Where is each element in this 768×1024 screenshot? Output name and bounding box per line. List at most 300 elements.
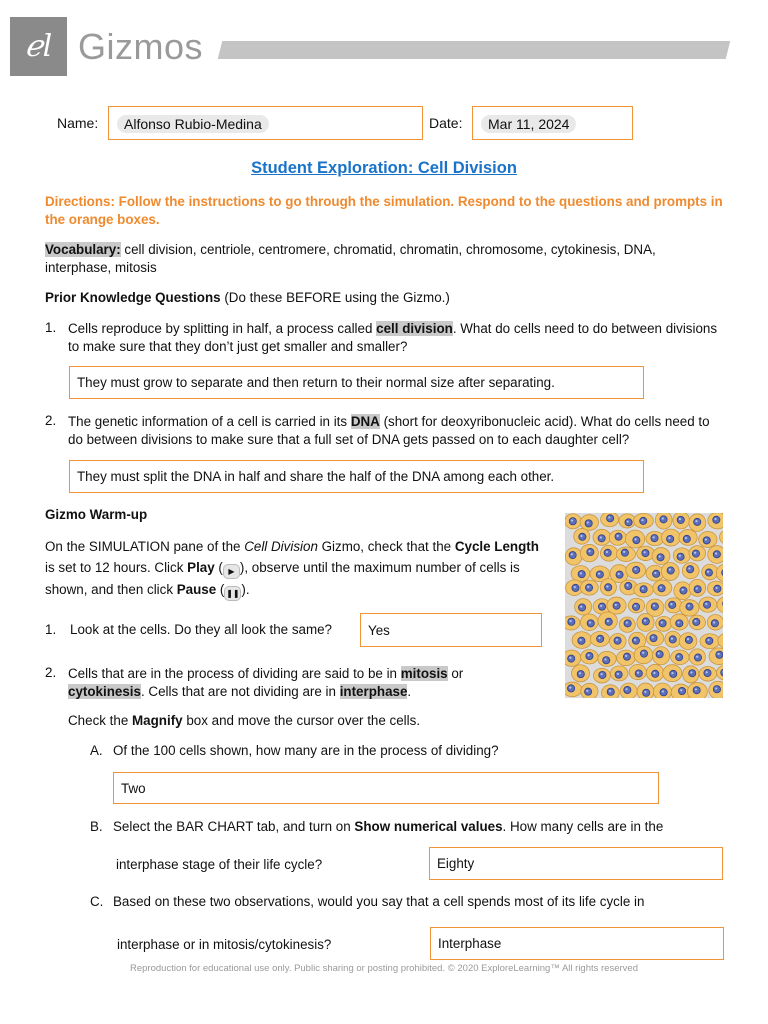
page-title: Student Exploration: Cell Division bbox=[251, 159, 517, 177]
vocabulary-terms: cell division, centriole, centromere, chromatid, chromatin, chromosome, cytokinesis, DNA, interphase, mitosis bbox=[45, 242, 656, 275]
cell-shape bbox=[656, 616, 672, 631]
cell-nucleus bbox=[605, 618, 612, 625]
cell-nucleus bbox=[568, 618, 575, 625]
cell-shape bbox=[600, 579, 616, 596]
cell-shape bbox=[680, 600, 699, 616]
answer-box-prior-1[interactable]: They must grow to separate and then return to their normal size after separating. bbox=[69, 366, 644, 399]
cell-nucleus bbox=[624, 620, 631, 627]
nucleus-highlight bbox=[707, 571, 709, 573]
cell-shape bbox=[652, 548, 670, 565]
cell-shape bbox=[565, 616, 580, 630]
date-value: Mar 11, 2024 bbox=[481, 115, 576, 133]
nucleus-highlight bbox=[615, 604, 617, 606]
nucleus-highlight bbox=[661, 621, 663, 623]
cell-shape bbox=[572, 632, 592, 649]
cell-shape bbox=[628, 598, 644, 613]
answer-box-warmup-2c[interactable]: Interphase bbox=[430, 927, 724, 960]
cell-nucleus bbox=[633, 537, 640, 544]
cell-shape bbox=[637, 683, 654, 698]
cell-shape bbox=[720, 530, 723, 545]
nucleus-highlight bbox=[694, 552, 696, 554]
cell-shape bbox=[581, 650, 599, 664]
nucleus-highlight bbox=[642, 587, 644, 589]
cell-nucleus bbox=[660, 689, 667, 696]
cell-shape bbox=[580, 515, 598, 531]
cell-shape bbox=[634, 646, 653, 663]
question-letter: B. bbox=[90, 819, 103, 834]
prior-question-1: Cells reproduce by splitting in half, a process called cell division. What do cells need to do between divisions to make sure that they don’t just get smaller and smaller? bbox=[68, 321, 718, 354]
cell-nucleus bbox=[598, 603, 605, 610]
nucleus-highlight bbox=[660, 586, 662, 588]
cell-nucleus bbox=[693, 687, 700, 694]
cell-shape bbox=[637, 614, 654, 632]
cell-shape bbox=[661, 529, 680, 546]
prior-knowledge-heading: Prior Knowledge Questions (Do these BEFORE using the Gizmo.) bbox=[45, 290, 450, 305]
cell-nucleus bbox=[597, 635, 604, 642]
cell-nucleus bbox=[656, 651, 663, 658]
cell-nucleus bbox=[599, 671, 606, 678]
cell-shape bbox=[717, 665, 723, 680]
cell-shape bbox=[679, 530, 697, 546]
cell-shape bbox=[679, 633, 697, 650]
cell-shape bbox=[575, 599, 592, 615]
nucleus-highlight bbox=[600, 536, 602, 538]
cell-shape bbox=[687, 683, 707, 698]
nucleus-highlight bbox=[644, 691, 646, 693]
cell-nucleus bbox=[706, 637, 713, 644]
cell-nucleus bbox=[670, 670, 677, 677]
cell-shape bbox=[689, 579, 706, 596]
cell-nucleus bbox=[577, 671, 584, 678]
cell-shape bbox=[709, 648, 723, 665]
nucleus-highlight bbox=[569, 620, 571, 622]
cell-nucleus bbox=[596, 571, 603, 578]
cell-nucleus bbox=[640, 586, 647, 593]
cell-nucleus bbox=[685, 636, 692, 643]
nucleus-highlight bbox=[715, 687, 717, 689]
nucleus-highlight bbox=[670, 603, 672, 605]
cell-shape bbox=[580, 614, 598, 631]
cell-nucleus bbox=[579, 533, 586, 540]
cell-nucleus bbox=[694, 586, 701, 593]
cell-shape bbox=[565, 514, 581, 529]
nucleus-highlight bbox=[696, 656, 698, 658]
nucleus-highlight bbox=[688, 567, 690, 569]
copyright-footer: Reproduction for educational use only. Public sharing or posting prohibited. © 2020 ExploreLearning™ All rights reserved bbox=[130, 963, 638, 974]
nucleus-highlight bbox=[662, 517, 664, 519]
cell-body bbox=[718, 633, 723, 649]
vocabulary-label: Vocabulary: bbox=[45, 242, 121, 257]
cell-shape bbox=[565, 650, 581, 666]
cell-shape bbox=[598, 612, 617, 630]
cell-nucleus bbox=[632, 603, 639, 610]
answer-box-prior-2[interactable]: They must split the DNA in half and share the half of the DNA among each other. bbox=[69, 460, 644, 493]
nucleus-highlight bbox=[623, 551, 625, 553]
name-field[interactable] bbox=[108, 106, 423, 140]
cell-shape bbox=[689, 514, 706, 532]
cell-shape bbox=[571, 566, 590, 582]
cell-nucleus bbox=[704, 669, 711, 676]
cell-nucleus bbox=[642, 549, 649, 556]
cell-nucleus bbox=[585, 584, 592, 591]
cell-nucleus bbox=[586, 652, 593, 659]
prior-question-2: The genetic information of a cell is carried in its DNA (short for deoxyribonucleic acid). What do cells need to do between divisions to make sure that a full set of DNA gets passed on to each daughter cell? bbox=[68, 414, 710, 447]
cell-nucleus bbox=[686, 603, 693, 610]
cell-shape bbox=[634, 513, 654, 528]
nucleus-highlight bbox=[625, 655, 627, 657]
cell-shape bbox=[665, 598, 682, 613]
cell-nucleus bbox=[572, 584, 579, 591]
nucleus-highlight bbox=[685, 537, 687, 539]
nucleus-highlight bbox=[644, 620, 646, 622]
answer-box-warmup-2b[interactable]: Eighty bbox=[429, 847, 723, 880]
cell-shape bbox=[673, 548, 690, 563]
cell-nucleus bbox=[669, 636, 676, 643]
nucleus-highlight bbox=[598, 637, 600, 639]
nucleus-highlight bbox=[680, 689, 682, 691]
nucleus-highlight bbox=[569, 687, 571, 689]
cell-nucleus bbox=[625, 582, 632, 589]
cell-shape bbox=[674, 582, 692, 600]
cell-shape bbox=[653, 683, 671, 698]
question-number: 1. bbox=[45, 622, 57, 637]
nucleus-highlight bbox=[600, 673, 602, 675]
warmup-question-1: Look at the cells. Do they all look the same? bbox=[70, 622, 333, 637]
warmup-question-2c: Based on these two observations, would you say that a cell spends most of its life cycle in bbox=[113, 894, 645, 909]
warmup-intro: On the SIMULATION pane of the Cell Division Gizmo, check that the Cycle Length is set to 12 hours. Click Play ( ▶ ), observe until the maximum number of cells is shown, and then click Pause ( ❚❚ ). bbox=[45, 536, 550, 601]
cell-nucleus bbox=[659, 620, 666, 627]
nucleus-highlight bbox=[634, 605, 636, 607]
nucleus-highlight bbox=[671, 672, 673, 674]
cell-shape bbox=[717, 597, 723, 614]
cell-nucleus bbox=[716, 651, 723, 658]
question-letter: C. bbox=[90, 894, 104, 909]
cell-shape bbox=[652, 647, 669, 665]
pause-icon: ❚❚ bbox=[224, 586, 241, 601]
cell-shape bbox=[670, 614, 688, 630]
nucleus-highlight bbox=[668, 537, 670, 539]
cell-nucleus bbox=[578, 571, 585, 578]
nucleus-highlight bbox=[642, 652, 644, 654]
cell-nucleus bbox=[569, 518, 576, 525]
cell-shape bbox=[699, 597, 717, 612]
nucleus-highlight bbox=[653, 605, 655, 607]
cell-shape bbox=[626, 562, 646, 578]
warmup-question-2: Cells that are in the process of dividing are said to be in mitosis or cytokinesis. Cells that are not dividing are in interphase. bbox=[68, 666, 464, 699]
date-field[interactable] bbox=[472, 106, 633, 140]
cell-nucleus bbox=[633, 566, 640, 573]
nucleus-highlight bbox=[687, 638, 689, 640]
nucleus-highlight bbox=[587, 521, 589, 523]
cell-nucleus bbox=[616, 571, 623, 578]
nucleus-highlight bbox=[658, 652, 660, 654]
cell-nucleus bbox=[568, 655, 575, 662]
nucleus-highlight bbox=[609, 690, 611, 692]
cell-nucleus bbox=[587, 620, 594, 627]
nucleus-highlight bbox=[706, 671, 708, 673]
cell-shape bbox=[718, 633, 723, 649]
cell-nucleus bbox=[669, 601, 676, 608]
nucleus-highlight bbox=[654, 572, 656, 574]
nucleus-highlight bbox=[634, 538, 636, 540]
cell-nucleus bbox=[711, 620, 718, 627]
nucleus-highlight bbox=[587, 586, 589, 588]
cell-shape bbox=[699, 532, 717, 548]
question-number: 2. bbox=[45, 413, 57, 428]
cell-nucleus bbox=[632, 637, 639, 644]
nucleus-highlight bbox=[690, 671, 692, 673]
nucleus-highlight bbox=[608, 516, 610, 518]
nucleus-highlight bbox=[662, 690, 664, 692]
nucleus-highlight bbox=[682, 589, 684, 591]
cell-nucleus bbox=[615, 533, 622, 540]
nucleus-highlight bbox=[669, 569, 671, 571]
cell-shape bbox=[709, 681, 723, 698]
cell-shape bbox=[702, 564, 718, 580]
cell-shape bbox=[637, 546, 655, 560]
cell-shape bbox=[689, 546, 706, 561]
cell-nucleus bbox=[614, 637, 621, 644]
nucleus-highlight bbox=[641, 519, 643, 521]
warmup-question-2b: Select the BAR CHART tab, and turn on Show numerical values. How many cells are in the bbox=[113, 819, 664, 834]
cell-shape bbox=[716, 564, 723, 582]
nucleus-highlight bbox=[652, 636, 654, 638]
cell-nucleus bbox=[713, 516, 720, 523]
cell-nucleus bbox=[652, 670, 659, 677]
cell-nucleus bbox=[676, 654, 683, 661]
nucleus-highlight bbox=[688, 605, 690, 607]
cell-nucleus bbox=[625, 519, 632, 526]
cell-shape bbox=[707, 614, 723, 630]
cell-nucleus bbox=[713, 551, 720, 558]
cell-shape bbox=[682, 563, 699, 579]
play-icon: ▶ bbox=[223, 564, 240, 579]
cell-nucleus bbox=[651, 535, 658, 542]
cell-shape bbox=[625, 530, 644, 548]
cell-nucleus bbox=[578, 604, 585, 611]
cell-nucleus bbox=[585, 688, 592, 695]
explorelearning-logo: ℯl bbox=[10, 17, 67, 76]
cell-shape bbox=[609, 530, 626, 545]
cell-nucleus bbox=[603, 657, 610, 664]
warmup-question-2b-cont: interphase stage of their life cycle? bbox=[116, 857, 323, 872]
nucleus-highlight bbox=[607, 620, 609, 622]
nucleus-highlight bbox=[617, 673, 619, 675]
cell-shape bbox=[593, 529, 611, 545]
cell-shape bbox=[601, 513, 619, 527]
cell-shape bbox=[565, 682, 582, 697]
nucleus-highlight bbox=[705, 603, 707, 605]
nucleus-highlight bbox=[626, 584, 628, 586]
cell-shape bbox=[610, 666, 628, 681]
nucleus-highlight bbox=[634, 639, 636, 641]
cell-nucleus bbox=[607, 688, 614, 695]
nucleus-highlight bbox=[569, 657, 571, 659]
nucleus-highlight bbox=[679, 518, 681, 520]
nucleus-highlight bbox=[606, 585, 608, 587]
nucleus-highlight bbox=[618, 573, 620, 575]
cell-shape bbox=[581, 683, 598, 698]
nucleus-highlight bbox=[718, 653, 720, 655]
warmup-question-2a: Of the 100 cells shown, how many are in the process of dividing? bbox=[113, 743, 499, 758]
nucleus-highlight bbox=[574, 586, 576, 588]
cell-shape bbox=[620, 683, 637, 698]
cell-shape bbox=[708, 546, 723, 564]
cell-nucleus bbox=[703, 601, 710, 608]
cell-nucleus bbox=[694, 518, 701, 525]
name-value: Alfonso Rubio-Medina bbox=[117, 115, 269, 133]
directions: Directions: Follow the instructions to go through the simulation. Respond to the questions and prompts in the orange boxes. bbox=[45, 194, 723, 227]
cell-shape bbox=[708, 513, 723, 529]
nucleus-highlight bbox=[589, 621, 591, 623]
magnify-instruction: Check the Magnify box and move the cursor over the cells. bbox=[68, 713, 421, 728]
cell-nucleus bbox=[678, 687, 685, 694]
cell-shape bbox=[671, 650, 689, 664]
cell-nucleus bbox=[687, 566, 694, 573]
cell-shape bbox=[619, 617, 635, 632]
nucleus-highlight bbox=[580, 572, 582, 574]
cell-shape bbox=[634, 583, 653, 597]
cell-nucleus bbox=[615, 671, 622, 678]
nucleus-highlight bbox=[644, 551, 646, 553]
nucleus-highlight bbox=[604, 658, 606, 660]
nucleus-highlight bbox=[707, 639, 709, 641]
cell-shape bbox=[619, 514, 636, 528]
nucleus-highlight bbox=[588, 550, 590, 552]
cell-shape bbox=[572, 665, 590, 682]
cell-shape bbox=[574, 529, 590, 545]
cell-shape bbox=[593, 668, 610, 683]
nucleus-highlight bbox=[579, 672, 581, 674]
cell-nucleus bbox=[635, 670, 642, 677]
warmup-heading: Gizmo Warm-up bbox=[45, 507, 148, 522]
nucleus-highlight bbox=[694, 620, 696, 622]
cells-illustration bbox=[565, 513, 723, 698]
nucleus-highlight bbox=[653, 672, 655, 674]
cell-nucleus bbox=[604, 549, 611, 556]
nucleus-highlight bbox=[715, 552, 717, 554]
cell-shape bbox=[646, 631, 664, 646]
nucleus-highlight bbox=[580, 639, 582, 641]
nucleus-highlight bbox=[625, 688, 627, 690]
nucleus-highlight bbox=[677, 621, 679, 623]
cell-nucleus bbox=[587, 548, 594, 555]
cell-shape bbox=[616, 547, 635, 562]
cell-nucleus bbox=[677, 553, 684, 560]
nucleus-highlight bbox=[695, 688, 697, 690]
cell-nucleus bbox=[598, 535, 605, 542]
cell-nucleus bbox=[640, 650, 647, 657]
cell-nucleus bbox=[578, 637, 585, 644]
cell-nucleus bbox=[680, 587, 687, 594]
nucleus-highlight bbox=[598, 573, 600, 575]
cell-nucleus bbox=[569, 551, 576, 558]
cell-shape bbox=[610, 633, 626, 649]
cell-shape bbox=[665, 631, 681, 647]
vocabulary bbox=[45, 241, 725, 277]
cell-nucleus bbox=[653, 570, 660, 577]
name-label: Name: bbox=[57, 115, 99, 131]
nucleus-highlight bbox=[600, 605, 602, 607]
nucleus-highlight bbox=[653, 536, 655, 538]
question-letter: A. bbox=[90, 743, 103, 758]
cell-nucleus bbox=[713, 686, 720, 693]
nucleus-highlight bbox=[679, 555, 681, 557]
cell-body bbox=[717, 597, 723, 614]
cell-simulation-image bbox=[565, 513, 723, 698]
cell-shape bbox=[673, 513, 690, 529]
nucleus-highlight bbox=[588, 654, 590, 656]
nucleus-highlight bbox=[715, 587, 717, 589]
cell-nucleus bbox=[705, 569, 712, 576]
cell-shape bbox=[653, 580, 672, 596]
cell-nucleus bbox=[624, 686, 631, 693]
nucleus-highlight bbox=[627, 520, 629, 522]
cell-nucleus bbox=[585, 520, 592, 527]
nucleus-highlight bbox=[586, 690, 588, 692]
nucleus-highlight bbox=[571, 519, 573, 521]
cell-shape bbox=[707, 581, 723, 596]
cell-nucleus bbox=[605, 584, 612, 591]
warmup-question-2c-cont: interphase or in mitosis/cytokinesis? bbox=[117, 937, 332, 952]
nucleus-highlight bbox=[634, 568, 636, 570]
cell-nucleus bbox=[660, 516, 667, 523]
nucleus-highlight bbox=[571, 553, 573, 555]
nucleus-highlight bbox=[695, 520, 697, 522]
cell-shape bbox=[580, 580, 598, 595]
cell-shape bbox=[646, 664, 663, 681]
cell-shape bbox=[663, 665, 682, 682]
cell-nucleus bbox=[650, 635, 657, 642]
cell-nucleus bbox=[677, 516, 684, 523]
cell-shape bbox=[689, 615, 705, 630]
cell-shape bbox=[607, 597, 626, 614]
cell-nucleus bbox=[651, 603, 658, 610]
nucleus-highlight bbox=[637, 672, 639, 674]
answer-box-warmup-2a[interactable]: Two bbox=[113, 772, 659, 804]
cell-nucleus bbox=[567, 685, 574, 692]
cell-nucleus bbox=[642, 618, 649, 625]
answer-box-warmup-1[interactable]: Yes bbox=[360, 613, 542, 647]
nucleus-highlight bbox=[677, 655, 679, 657]
nucleus-highlight bbox=[617, 535, 619, 537]
cell-body bbox=[720, 530, 723, 545]
cell-shape bbox=[565, 548, 582, 565]
cell-nucleus bbox=[683, 535, 690, 542]
nucleus-highlight bbox=[580, 535, 582, 537]
cell-nucleus bbox=[621, 549, 628, 556]
cell-nucleus bbox=[703, 537, 710, 544]
cell-nucleus bbox=[667, 535, 674, 542]
date-label: Date: bbox=[429, 115, 463, 131]
cell-nucleus bbox=[643, 689, 650, 696]
cell-nucleus bbox=[692, 550, 699, 557]
cell-shape bbox=[683, 666, 699, 683]
question-number: 2. bbox=[45, 665, 57, 680]
nucleus-highlight bbox=[671, 638, 673, 640]
cell-shape bbox=[655, 513, 672, 529]
nucleus-highlight bbox=[606, 551, 608, 553]
nucleus-highlight bbox=[714, 518, 716, 520]
cell-nucleus bbox=[693, 618, 700, 625]
nucleus-highlight bbox=[696, 587, 698, 589]
cell-shape bbox=[629, 664, 646, 679]
cell-nucleus bbox=[676, 620, 683, 627]
cell-shape bbox=[580, 544, 598, 561]
cell-nucleus bbox=[714, 585, 721, 592]
cell-nucleus bbox=[607, 515, 614, 522]
cell-shape bbox=[661, 562, 679, 580]
